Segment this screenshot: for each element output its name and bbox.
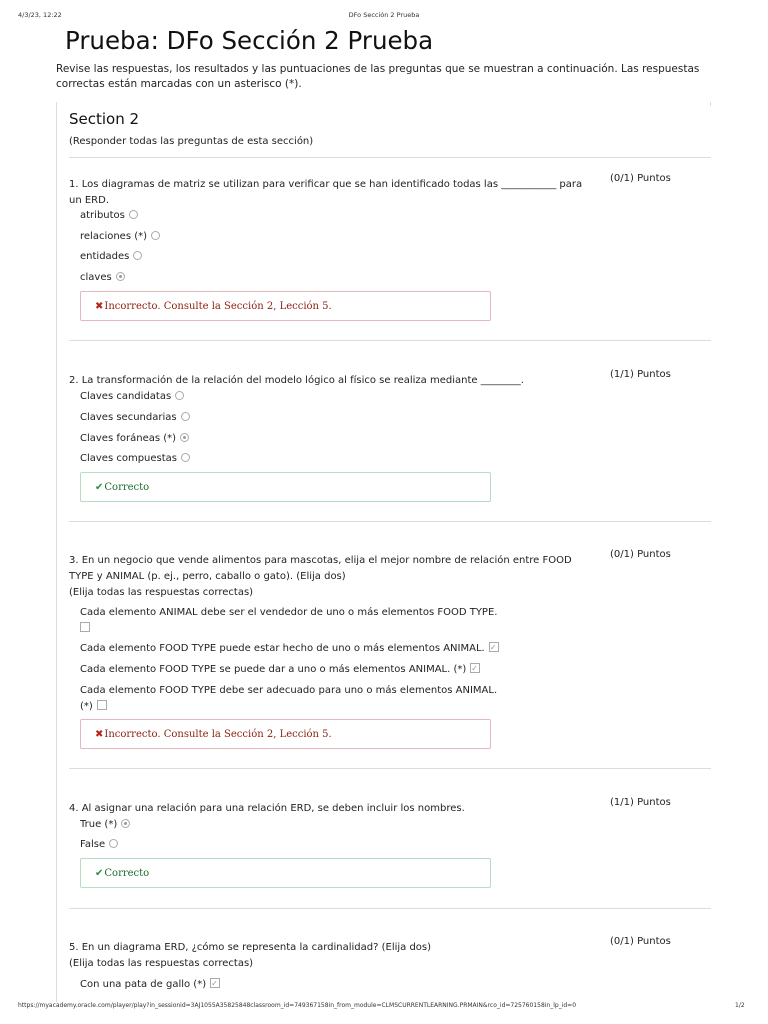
option-label: Cada elemento FOOD TYPE debe ser adecuado para uno o más elementos ANIMAL. (*) [80,685,498,712]
question-points: (1/1) Puntos [610,369,671,380]
section-title: Section 2 [69,110,140,128]
option-label: Cada elemento ANIMAL debe ser el vendedor de uno o más elementos FOOD TYPE. [80,607,498,618]
option-label: Cada elemento FOOD TYPE se puede dar a uno o más elementos ANIMAL. (*) [80,664,467,675]
option-label: False [80,839,106,850]
feedback-text: Incorrecto. Consulte la Sección 2, Lección 5. [104,729,332,740]
option-label: Claves foráneas (*) [80,433,177,444]
answer-option[interactable] [80,249,142,264]
answer-option[interactable] [80,270,125,285]
feedback-incorrect [80,291,491,321]
print-header [0,11,768,23]
divider [69,340,711,341]
option-label: Con una pata de gallo (*) [80,979,207,990]
checkbox-checked[interactable] [210,978,220,988]
feedback-text: Correcto [104,868,150,879]
answer-option[interactable] [80,410,190,425]
question-points: (1/1) Puntos [610,797,671,808]
feedback-correct [80,472,491,502]
panel-border-corner [710,102,711,106]
radio-button[interactable] [175,391,184,400]
option-label: claves [80,272,112,283]
answer-option[interactable] [80,977,220,992]
question-text: 3. En un negocio que vende alimentos para mascotas, elija el mejor nombre de relación entre FOOD TYPE y ANIMAL (p. ej., perro, caballo o gato). (Elija dos) [69,555,572,582]
intro-text: Revise las respuestas, los resultados y las puntuaciones de las preguntas que se muestran a continuación. Las respuestas correctas están marcadas con un asterisco (*). [56,63,700,90]
feedback-incorrect [80,719,491,749]
checkbox[interactable] [97,700,107,710]
answer-option[interactable] [80,605,500,637]
check-icon: ✔ [95,868,104,879]
question-points: (0/1) Puntos [610,936,671,947]
check-icon: ✔ [95,482,104,493]
question-instruction: (Elija todas las respuestas correctas) [69,587,254,598]
option-label: Cada elemento FOOD TYPE puede estar hecho de uno o más elementos ANIMAL. [80,643,485,654]
page-number: 1/2 [735,1002,745,1009]
radio-button-selected[interactable] [121,819,130,828]
radio-button[interactable] [181,412,190,421]
answer-option[interactable] [80,208,138,223]
question-text: 1. Los diagramas de matriz se utilizan para verificar que se han identificado todas las ___________ para un ERD. [69,179,583,206]
answer-option[interactable] [80,817,130,832]
answer-option[interactable] [80,683,500,715]
print-title: DFo Sección 2 Prueba [348,11,420,19]
divider [69,157,711,158]
feedback-correct [80,858,491,888]
radio-button-selected[interactable] [180,433,189,442]
answer-option[interactable] [80,451,190,466]
question-text: 4. Al asignar una relación para una relación ERD, se deben incluir los nombres. [69,803,465,814]
page-title: Prueba: DFo Sección 2 Prueba [65,26,434,55]
option-label: True (*) [80,819,118,830]
question-text: 2. La transformación de la relación del modelo lógico al físico se realiza mediante ________. [69,375,524,386]
section-subtitle: (Responder todas las preguntas de esta sección) [69,136,314,147]
incorrect-icon: ✖ [95,729,104,740]
radio-button-selected[interactable] [116,272,125,281]
option-label: Claves secundarias [80,412,177,423]
checkbox-checked[interactable] [470,663,480,673]
answer-option[interactable] [80,662,480,677]
checkbox[interactable] [80,622,90,632]
option-label: entidades [80,251,130,262]
divider [69,908,711,909]
question-instruction: (Elija todas las respuestas correctas) [69,958,254,969]
incorrect-icon: ✖ [95,301,104,312]
radio-button[interactable] [181,453,190,462]
question-points: (0/1) Puntos [610,549,671,560]
divider [69,768,711,769]
answer-option[interactable] [80,837,118,852]
feedback-text: Incorrecto. Consulte la Sección 2, Lección 5. [104,301,332,312]
radio-button[interactable] [133,251,142,260]
answer-option[interactable] [80,229,160,244]
option-label: Claves compuestas [80,453,178,464]
feedback-text: Correcto [104,482,150,493]
option-label: Claves candidatas [80,391,172,402]
footer-url: https://myacademy.oracle.com/player/play?in_sessionid=3AJ1055A35825848classroom_id=749367158in_from_module=CLMSCURRENTLEARNING.PRMAIN&rco_id=725760158in_lp_id=0 [18,1002,577,1009]
radio-button[interactable] [151,231,160,240]
checkbox-checked[interactable] [489,642,499,652]
print-date: 4/3/23, 12:22 [18,11,62,19]
option-label: atributos [80,210,125,221]
radio-button[interactable] [129,210,138,219]
question-text: 5. En un diagrama ERD, ¿cómo se representa la cardinalidad? (Elija dos) [69,942,432,953]
question-points: (0/1) Puntos [610,173,671,184]
answer-option[interactable] [80,641,499,656]
radio-button[interactable] [109,839,118,848]
answer-option[interactable] [80,431,189,446]
divider [69,521,711,522]
option-label: relaciones (*) [80,231,148,242]
panel-border [56,102,57,1002]
answer-option[interactable] [80,389,184,404]
